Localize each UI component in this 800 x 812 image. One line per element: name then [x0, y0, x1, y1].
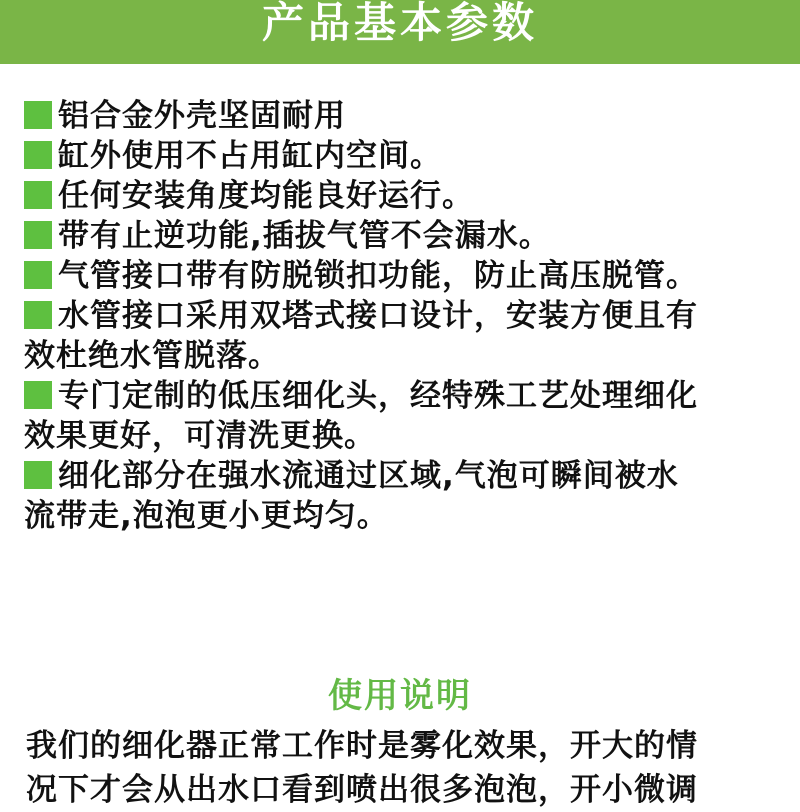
- feature-text: 铝合金外壳坚固耐用: [58, 98, 346, 134]
- feature-text: 缸外使用不占用缸内空间。: [58, 138, 442, 174]
- green-square-icon: [24, 301, 52, 329]
- feature-item-continuation: [24, 496, 776, 536]
- feature-item: [24, 296, 776, 336]
- feature-item: [24, 256, 776, 296]
- header-band: [0, 0, 800, 64]
- green-square-icon: [24, 221, 52, 249]
- feature-item: [24, 216, 776, 256]
- usage-line: 况下才会从出水口看到喷出很多泡泡，开小微调: [26, 772, 698, 808]
- green-square-icon: [24, 261, 52, 289]
- feature-list: [24, 96, 776, 536]
- feature-item: [24, 176, 776, 216]
- feature-text: 水管接口采用双塔式接口设计，安装方便且有: [58, 298, 698, 334]
- feature-item-continuation: [24, 416, 776, 456]
- feature-text: 细化部分在强水流通过区域,气泡可瞬间被水: [58, 458, 679, 494]
- feature-item-continuation: [24, 336, 776, 376]
- usage-title: 使用说明: [328, 676, 472, 716]
- green-square-icon: [24, 461, 52, 489]
- feature-text: 效杜绝水管脱落。: [24, 338, 280, 374]
- green-square-icon: [24, 381, 52, 409]
- feature-text: 专门定制的低压细化头，经特殊工艺处理细化: [58, 378, 698, 414]
- feature-text: 气管接口带有防脱锁扣功能，防止高压脱管。: [58, 258, 698, 294]
- feature-item: [24, 136, 776, 176]
- feature-text: 带有止逆功能,插拔气管不会漏水。: [58, 218, 551, 254]
- green-square-icon: [24, 101, 52, 129]
- feature-item: [24, 96, 776, 136]
- feature-text: 流带走,泡泡更小更均匀。: [24, 498, 389, 534]
- feature-item: [24, 456, 776, 496]
- usage-body: [26, 724, 786, 812]
- usage-line: 我们的细化器正常工作时是雾化效果，开大的情: [26, 728, 698, 764]
- feature-text: 任何安装角度均能良好运行。: [58, 178, 474, 214]
- page-title: 产品基本参数: [261, 0, 538, 47]
- feature-text: 效果更好，可清洗更换。: [24, 418, 376, 454]
- green-square-icon: [24, 141, 52, 169]
- feature-item: [24, 376, 776, 416]
- green-square-icon: [24, 181, 52, 209]
